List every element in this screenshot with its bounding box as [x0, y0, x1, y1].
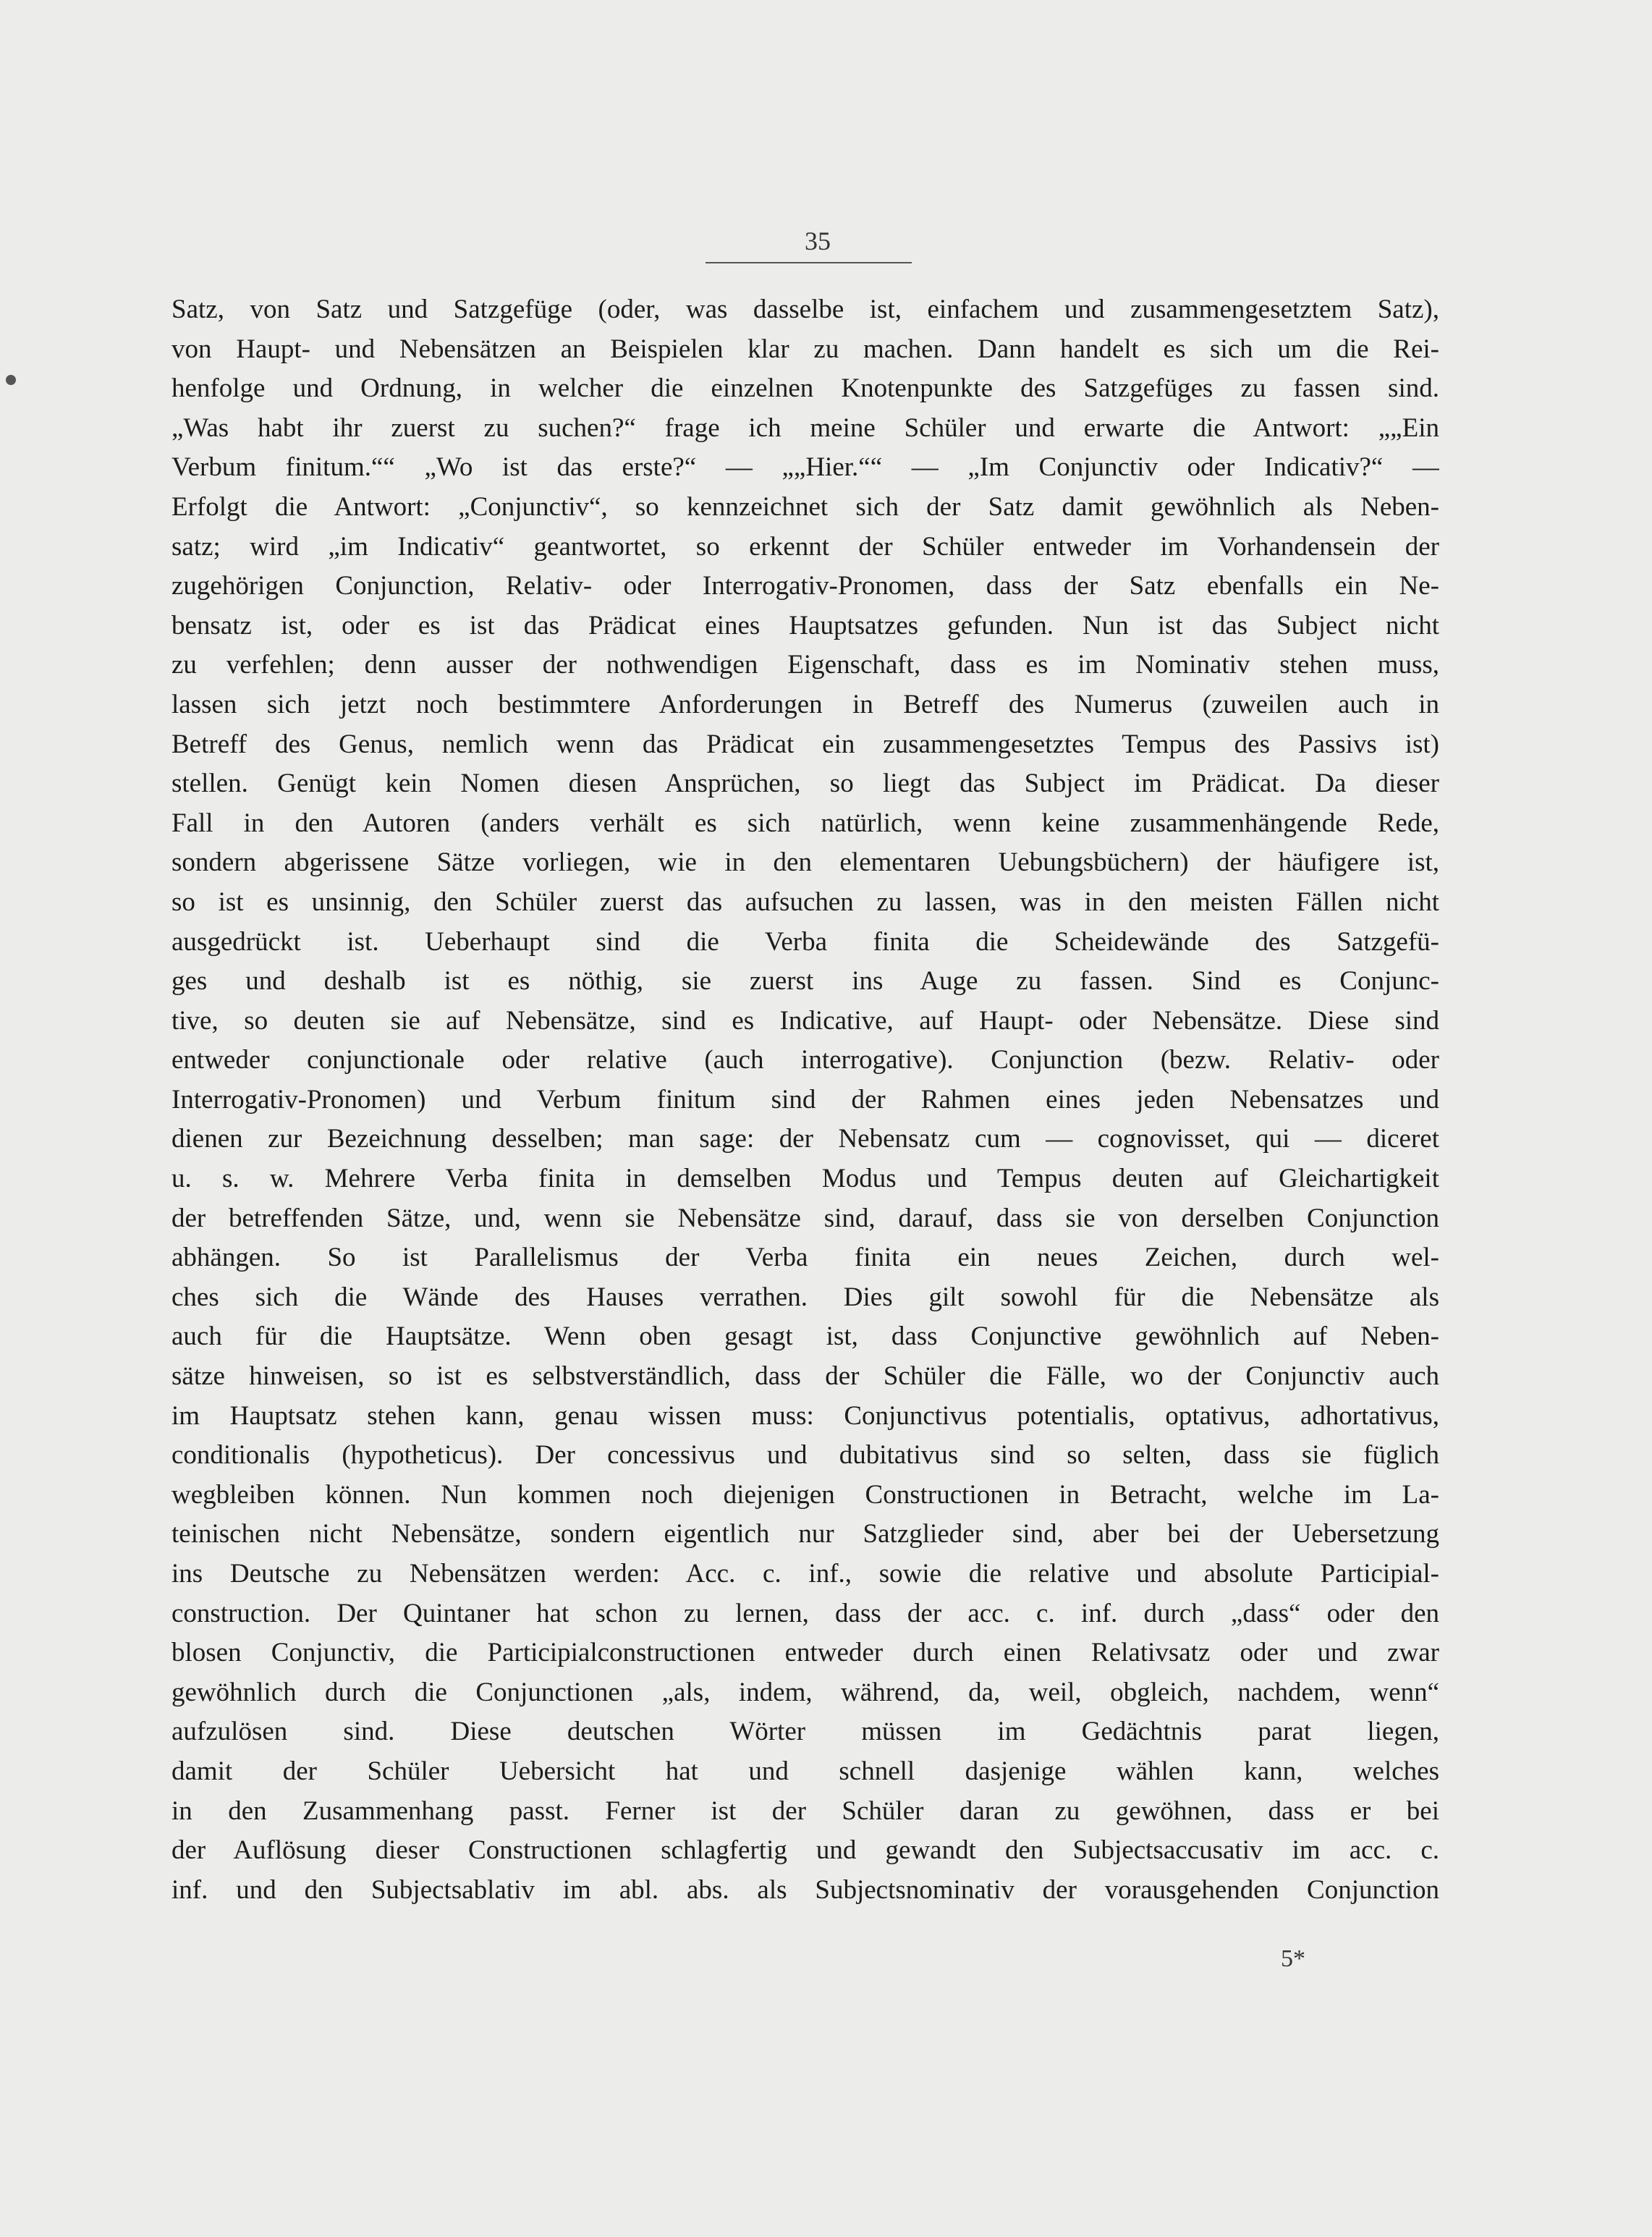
text-line: bensatz ist, oder es ist das Prädicat eines Hauptsatzes gefunden. Nun ist das Subject nicht	[171, 610, 1439, 640]
page-number: 35	[805, 227, 831, 255]
text-line: conditionalis (hypotheticus). Der concessivus und dubitativus sind so selten, dass sie füglich	[171, 1440, 1439, 1471]
text-line: dienen zur Bezeichnung desselben; man sage: der Nebensatz cum — cognovisset, qui — diceret	[171, 1124, 1439, 1154]
text-line: blosen Conjunctiv, die Participialconstructionen entweder durch einen Relativsatz oder und zwar	[171, 1638, 1439, 1668]
text-line: stellen. Genügt kein Nomen diesen Ansprüchen, so liegt das Subject im Prädicat. Da dieser	[171, 769, 1439, 799]
signature-mark: 5*	[1281, 1945, 1305, 1972]
text-line: tive, so deuten sie auf Nebensätze, sind es Indicative, auf Haupt- oder Nebensätze. Diese sind	[171, 1005, 1439, 1036]
text-line: abhängen. So ist Parallelismus der Verba finita ein neues Zeichen, durch wel-	[171, 1243, 1439, 1273]
margin-mark	[6, 375, 16, 385]
text-line: damit der Schüler Uebersicht hat und schnell dasjenige wählen kann, welches	[171, 1756, 1439, 1786]
text-line: ausgedrückt ist. Ueberhaupt sind die Verba finita die Scheidewände des Satzgefü-	[171, 926, 1439, 957]
body-text	[171, 290, 1439, 1910]
text-line: aufzulösen sind. Diese deutschen Wörter müssen im Gedächtnis parat liegen,	[171, 1717, 1439, 1747]
text-line: entweder conjunctionale oder relative (auch interrogative). Conjunction (bezw. Relativ- oder	[171, 1045, 1439, 1075]
text-line: satz; wird „im Indicativ“ geantwortet, so erkennt der Schüler entweder im Vorhandensein der	[171, 531, 1439, 562]
text-line: lassen sich jetzt noch bestimmtere Anforderungen in Betreff des Numerus (zuweilen auch in	[171, 689, 1439, 719]
text-line: Erfolgt die Antwort: „Conjunctiv“, so kennzeichnet sich der Satz damit gewöhnlich als Neben-	[171, 491, 1439, 522]
text-line: gewöhnlich durch die Conjunctionen „als, indem, während, da, weil, obgleich, nachdem, wenn“	[171, 1677, 1439, 1707]
text-line: sondern abgerissene Sätze vorliegen, wie in den elementaren Uebungsbüchern) der häufigere ist,	[171, 847, 1439, 878]
text-line: Betreff des Genus, nemlich wenn das Prädicat ein zusammengesetztes Tempus des Passivs ist)	[171, 729, 1439, 759]
text-line: von Haupt- und Nebensätzen an Beispielen klar zu machen. Dann handelt es sich um die Rei-	[171, 334, 1439, 364]
text-line: construction. Der Quintaner hat schon zu lernen, dass der acc. c. inf. durch „dass“ oder den	[171, 1598, 1439, 1628]
text-line: ches sich die Wände des Hauses verrathen. Dies gilt sowohl für die Nebensätze als	[171, 1282, 1439, 1312]
text-line: der Auflösung dieser Constructionen schlagfertig und gewandt den Subjectsaccusativ im acc. c.	[171, 1835, 1439, 1866]
text-line: im Hauptsatz stehen kann, genau wissen muss: Conjunctivus potentialis, optativus, adhortativus,	[171, 1400, 1439, 1431]
text-line: in den Zusammenhang passt. Ferner ist der Schüler daran zu gewöhnen, dass er bei	[171, 1796, 1439, 1826]
text-line: sätze hinweisen, so ist es selbstverständlich, dass der Schüler die Fälle, wo der Conjunctiv auch	[171, 1361, 1439, 1392]
header-rule	[706, 262, 912, 263]
text-line: der betreffenden Sätze, und, wenn sie Nebensätze sind, darauf, dass sie von derselben Conjunction	[171, 1203, 1439, 1233]
text-line: wegbleiben können. Nun kommen noch diejenigen Constructionen in Betracht, welche im La-	[171, 1479, 1439, 1510]
text-line: Fall in den Autoren (anders verhält es sich natürlich, wenn keine zusammenhängende Rede,	[171, 808, 1439, 838]
text-line: zu verfehlen; denn ausser der nothwendigen Eigenschaft, dass es im Nominativ stehen muss,	[171, 650, 1439, 680]
text-line: inf. und den Subjectsablativ im abl. abs. als Subjectsnominativ der vorausgehenden Conjunction	[171, 1874, 1439, 1905]
text-line: Interrogativ-Pronomen) und Verbum finitum sind der Rahmen eines jeden Nebensatzes und	[171, 1084, 1439, 1115]
text-line: ins Deutsche zu Nebensätzen werden: Acc. c. inf., sowie die relative und absolute Participial-	[171, 1559, 1439, 1589]
text-line: auch für die Hauptsätze. Wenn oben gesagt ist, dass Conjunctive gewöhnlich auf Neben-	[171, 1322, 1439, 1352]
text-line: teinischen nicht Nebensätze, sondern eigentlich nur Satzglieder sind, aber bei der Uebersetzung	[171, 1519, 1439, 1549]
text-line: Verbum finitum.““ „Wo ist das erste?“ — „„Hier.““ — „Im Conjunctiv oder Indicativ?“ —	[171, 452, 1439, 483]
text-line: „Was habt ihr zuerst zu suchen?“ frage ich meine Schüler und erwarte die Antwort: „„Ein	[171, 413, 1439, 443]
text-line: zugehörigen Conjunction, Relativ- oder Interrogativ-Pronomen, dass der Satz ebenfalls ein Ne-	[171, 571, 1439, 601]
text-line: so ist es unsinnig, den Schüler zuerst das aufsuchen zu lassen, was in den meisten Fällen nicht	[171, 887, 1439, 917]
text-line: henfolge und Ordnung, in welcher die einzelnen Knotenpunkte des Satzgefüges zu fassen sind.	[171, 373, 1439, 404]
text-line: Satz, von Satz und Satzgefüge (oder, was dasselbe ist, einfachem und zusammengesetztem Satz),	[171, 295, 1439, 324]
text-line: ges und deshalb ist es nöthig, sie zuerst ins Auge zu fassen. Sind es Conjunc-	[171, 966, 1439, 997]
text-line: u. s. w. Mehrere Verba finita in demselben Modus und Tempus deuten auf Gleichartigkeit	[171, 1164, 1439, 1194]
